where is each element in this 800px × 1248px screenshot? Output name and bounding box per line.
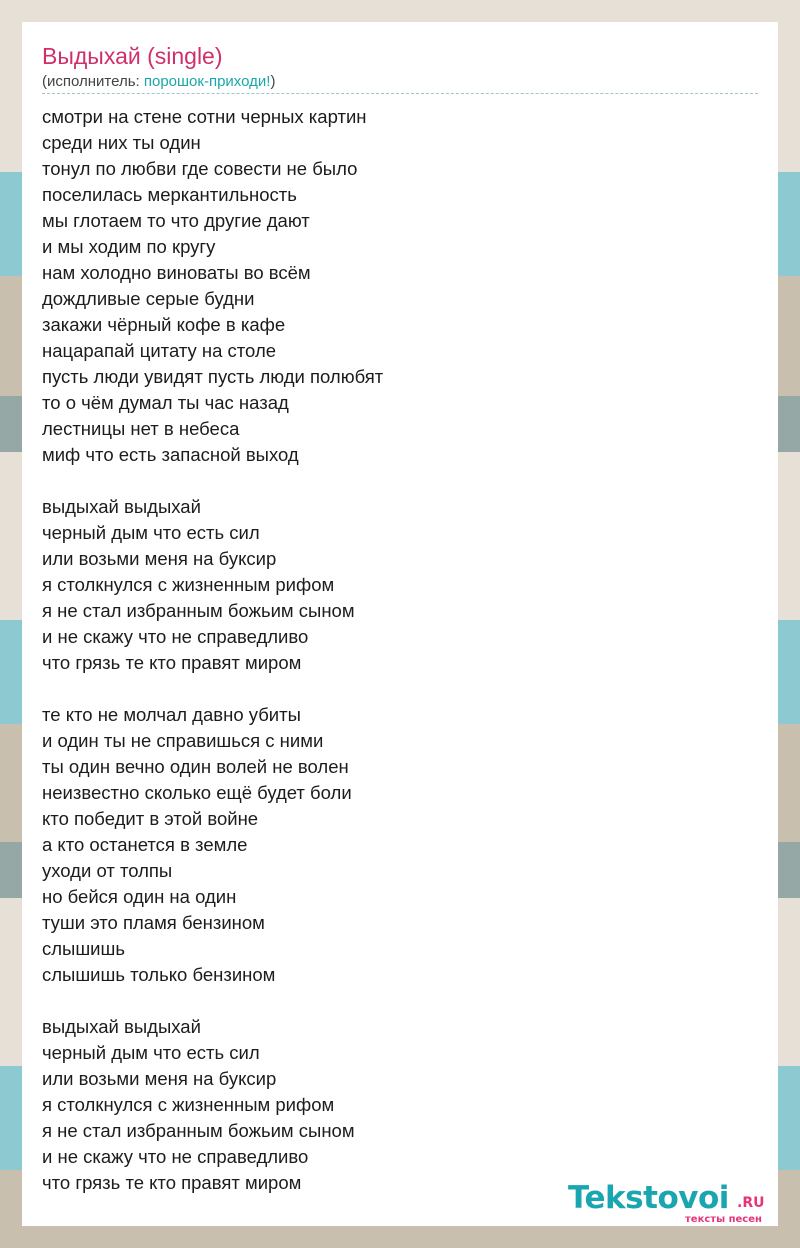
- logo-wordmark: Tekstovoi: [568, 1180, 729, 1216]
- lyric-line: я не стал избранным божьим сыном: [42, 600, 355, 621]
- site-logo[interactable]: [568, 1180, 778, 1224]
- lyric-line: смотри на стене сотни черных картин: [42, 106, 367, 127]
- logo-domain: .RU: [737, 1195, 765, 1211]
- lyric-line: тонул по любви где совести не было: [42, 158, 358, 179]
- lyric-line: ты один вечно один волей не волен: [42, 756, 349, 777]
- lyric-line: поселилась меркантильность: [42, 184, 297, 205]
- artist-prefix: (исполнитель:: [42, 73, 144, 90]
- lyric-line: что грязь те кто правят миром: [42, 1172, 302, 1193]
- stanza-break: [42, 676, 383, 702]
- lyric-line: или возьми меня на буксир: [42, 548, 277, 569]
- lyric-line: я столкнулся с жизненным рифом: [42, 574, 335, 595]
- song-title: Выдыхай (single): [42, 43, 223, 69]
- lyric-line: туши это пламя бензином: [42, 912, 265, 933]
- lyrics-card: [22, 22, 778, 1226]
- lyric-line: черный дым что есть сил: [42, 1042, 260, 1063]
- lyric-line: черный дым что есть сил: [42, 522, 260, 543]
- lyrics-text: [42, 104, 383, 1196]
- lyric-line: и мы ходим по кругу: [42, 236, 216, 257]
- artist-line: [42, 72, 275, 92]
- lyric-line: среди них ты один: [42, 132, 201, 153]
- lyric-line: пусть люди увидят пусть люди полюбят: [42, 366, 384, 387]
- lyric-line: и не скажу что не справедливо: [42, 626, 309, 647]
- lyric-line: слышишь: [42, 938, 125, 959]
- lyric-line: те кто не молчал давно убиты: [42, 704, 301, 725]
- lyric-line: я столкнулся с жизненным рифом: [42, 1094, 335, 1115]
- lyric-line: выдыхай выдыхай: [42, 496, 201, 517]
- logo-tagline: тексты песен: [685, 1214, 762, 1225]
- lyric-line: и не скажу что не справедливо: [42, 1146, 309, 1167]
- lyric-line: а кто останется в земле: [42, 834, 248, 855]
- lyric-line: но бейся один на один: [42, 886, 237, 907]
- lyric-line: я не стал избранным божьим сыном: [42, 1120, 355, 1141]
- lyric-line: лестницы нет в небеса: [42, 418, 240, 439]
- lyric-line: кто победит в этой войне: [42, 808, 259, 829]
- lyric-line: нам холодно виноваты во всём: [42, 262, 311, 283]
- lyric-line: неизвестно сколько ещё будет боли: [42, 782, 352, 803]
- lyric-line: и один ты не справишься с ними: [42, 730, 324, 751]
- lyric-line: уходи от толпы: [42, 860, 173, 881]
- lyric-line: или возьми меня на буксир: [42, 1068, 277, 1089]
- artist-suffix: ): [270, 73, 276, 90]
- lyric-line: что грязь те кто правят миром: [42, 652, 302, 673]
- lyric-line: выдыхай выдыхай: [42, 1016, 201, 1037]
- lyric-line: дождливые серые будни: [42, 288, 255, 309]
- artist-link[interactable]: порошок-приходи!: [143, 73, 271, 90]
- stanza-break: [42, 468, 383, 494]
- stanza-break: [42, 988, 383, 1014]
- lyric-line: закажи чёрный кофе в кафе: [42, 314, 286, 335]
- lyric-line: то о чём думал ты час назад: [42, 392, 289, 413]
- lyric-line: слышишь только бензином: [42, 964, 276, 985]
- dashed-divider: [42, 93, 758, 94]
- lyric-line: мы глотаем то что другие дают: [42, 210, 310, 231]
- lyric-line: нацарапай цитату на столе: [42, 340, 277, 361]
- lyric-line: миф что есть запасной выход: [42, 444, 299, 465]
